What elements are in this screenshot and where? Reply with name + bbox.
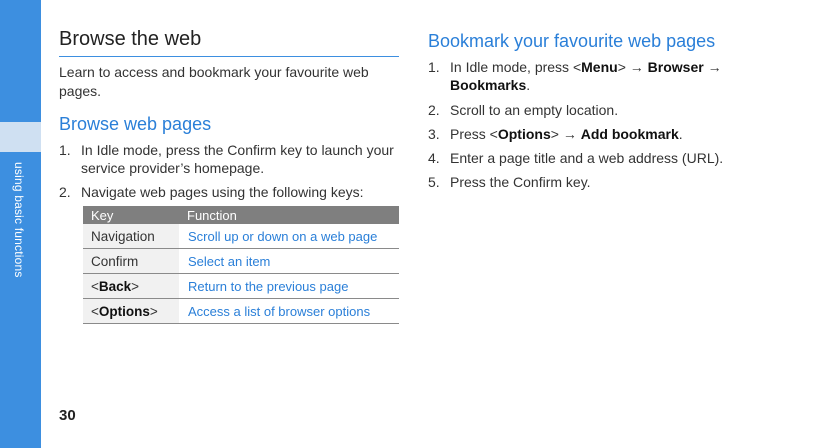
table-row: [83, 249, 399, 274]
sidebar-tab-upper: [0, 0, 41, 122]
step-text: Press <Options> → Add bookmark.: [450, 126, 683, 142]
key-bracket: <: [91, 278, 99, 294]
key-cell: [83, 249, 179, 274]
key-cell: [83, 224, 179, 249]
key-function-table: [83, 206, 399, 324]
table-row: [83, 299, 399, 324]
step-number: 5.: [428, 174, 440, 190]
list-item: [428, 173, 758, 191]
step-number: 4.: [428, 150, 440, 166]
key-bracket: >: [131, 278, 140, 294]
section-title: Browse the web: [59, 28, 202, 50]
subheading-bookmark: Bookmark your favourite web pages: [428, 31, 716, 51]
table-header-row: [83, 206, 399, 224]
step-text: In Idle mode, press <Menu> → Browser → Bookmarks.: [450, 59, 722, 93]
list-item: [428, 149, 758, 167]
browse-steps: [59, 141, 399, 201]
step-number: 1.: [59, 142, 71, 158]
list-item: [428, 125, 758, 143]
chapter-label: using basic functions: [12, 162, 26, 278]
function-cell: Return to the previous page: [179, 274, 399, 299]
function-cell: Select an item: [179, 249, 399, 274]
key-cell: [83, 274, 179, 299]
list-item: [59, 141, 399, 177]
key-cell: [83, 299, 179, 324]
step-text: Scroll to an empty location.: [450, 102, 619, 118]
key-bracket: <: [91, 303, 99, 319]
header-key: Key: [83, 206, 179, 224]
step-text: Press the Confirm key.: [450, 174, 591, 190]
title-rule: [59, 56, 399, 57]
key-label: Options: [98, 303, 150, 319]
table-row: [83, 274, 399, 299]
list-item: [428, 101, 758, 119]
key-label: Back: [98, 278, 132, 294]
header-function: Function: [179, 206, 399, 224]
table-row: [83, 224, 399, 249]
key-bracket: >: [149, 303, 158, 319]
step-text: In Idle mode, press the Confirm key to launch your service provider’s homepage.: [81, 142, 394, 176]
chapter-sidebar: [0, 0, 41, 448]
step-text: Enter a page title and a web address (URL).: [450, 150, 724, 166]
step-number: 1.: [428, 59, 440, 75]
step-text: Navigate web pages using the following keys:: [81, 184, 364, 200]
step-number: 2.: [428, 102, 440, 118]
step-number: 2.: [59, 184, 71, 200]
subheading-browse: Browse web pages: [59, 114, 212, 134]
function-cell: Scroll up or down on a web page: [179, 224, 399, 249]
intro-text: Learn to access and bookmark your favourite web pages.: [59, 64, 369, 99]
step-number: 3.: [428, 126, 440, 142]
key-label: Confirm: [91, 253, 139, 269]
function-cell: Access a list of browser options: [179, 299, 399, 324]
list-item: [59, 183, 399, 201]
key-label: Navigation: [91, 228, 155, 244]
bookmark-steps: [428, 58, 758, 191]
sidebar-tab-marker: [0, 122, 41, 152]
page-number: 30: [59, 407, 76, 424]
list-item: [428, 58, 758, 94]
